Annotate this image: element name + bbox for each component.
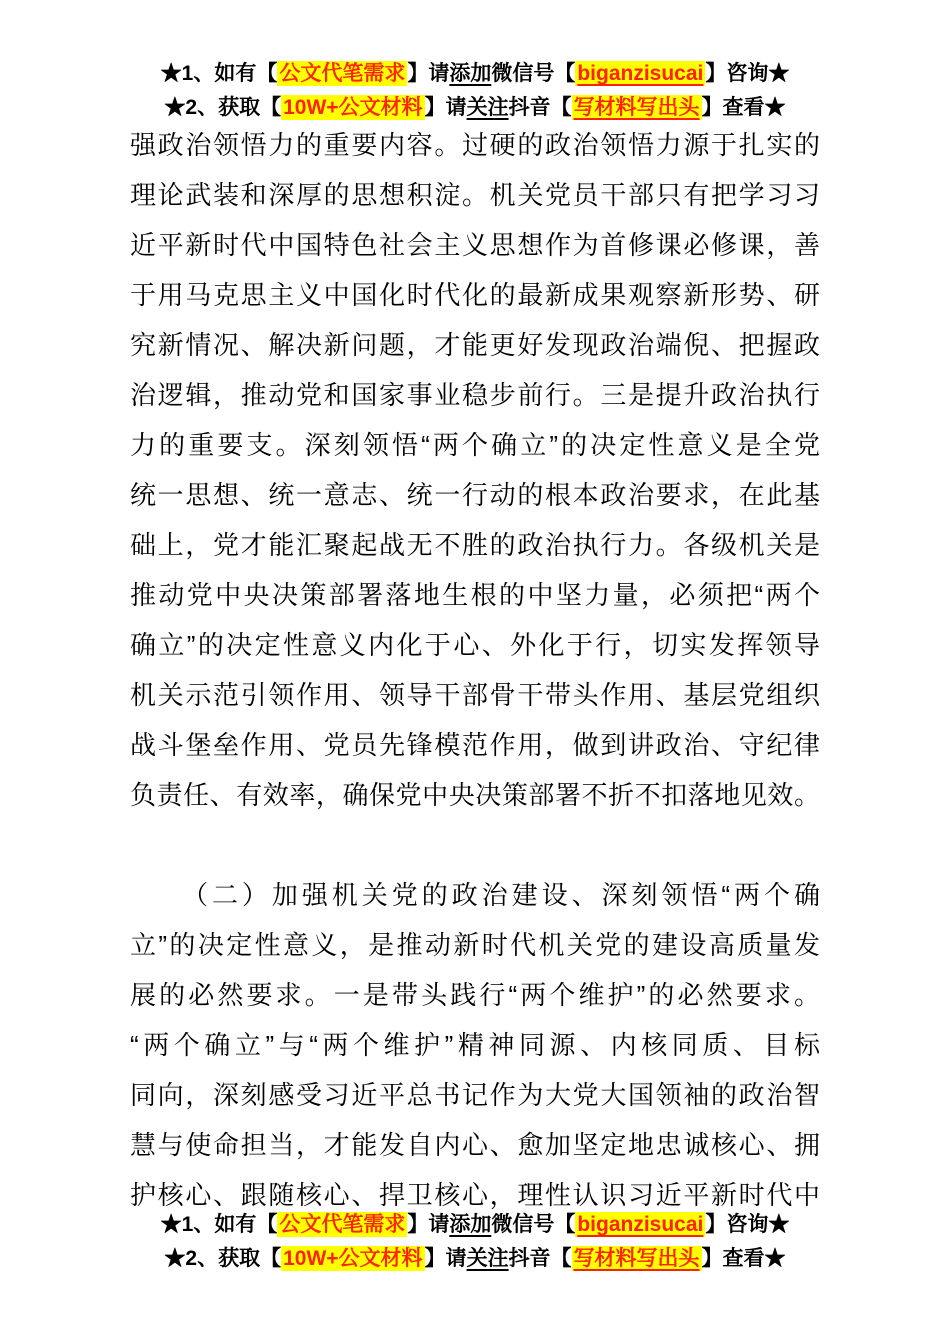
promo-suffix: 】查看★ [701, 1247, 786, 1270]
promo-suffix: 】查看★ [701, 96, 786, 119]
material-name-highlight: 10W+公文材料 [283, 96, 423, 119]
body-line: 立”的决定性意义，是推动新时代机关党的建设高质量发 [130, 930, 820, 960]
service-name-highlight: 公文代笔需求 [279, 62, 406, 85]
wechat-id-highlight: biganzisucai [577, 1213, 704, 1236]
paragraph [130, 870, 820, 1220]
promo-text: 】请 [407, 62, 450, 85]
body-line: 治逻辑，推动党和国家事业稳步前行。三是提升政治执行 [130, 380, 820, 410]
body-line: 础上，党才能汇聚起战无不胜的政治执行力。各级机关是 [130, 530, 820, 560]
promo-text: 】请 [424, 1247, 467, 1270]
body-line: 于用马克思主义中国化时代化的最新成果观察新形势、研 [130, 280, 820, 310]
promo-text: 】请 [424, 96, 467, 119]
body-line: 推动党中央决策部署落地生根的中坚力量，必须把“两个 [130, 580, 820, 610]
document-body [130, 120, 820, 1220]
body-line: 负责任、有效率，确保党中央决策部署不折不扣落地见效。 [130, 780, 820, 810]
promo-suffix: 】咨询★ [705, 1213, 790, 1236]
douyin-name-highlight: 写材料写出头 [573, 96, 700, 119]
promo-line [0, 57, 950, 91]
promo-prefix: ★1、如有【 [160, 62, 278, 85]
body-line: （二）加强机关党的政治建设、深刻领悟“两个确 [182, 880, 820, 910]
body-line: 统一思想、统一意志、统一行动的根本政治要求，在此基 [130, 480, 820, 510]
promo-banner-top [0, 57, 950, 125]
material-name-highlight: 10W+公文材料 [283, 1247, 423, 1270]
body-line: 究新情况、解决新问题，才能更好发现政治端倪、把握政 [130, 330, 820, 360]
body-line: 慧与使命担当，才能发自内心、愈加坚定地忠诚核心、拥 [130, 1130, 820, 1160]
promo-text: 抖音【 [508, 96, 572, 119]
promo-prefix: ★2、获取【 [164, 96, 282, 119]
promo-prefix: ★1、如有【 [160, 1213, 278, 1236]
promo-banner-bottom [0, 1208, 950, 1276]
promo-text: 微信号【 [491, 62, 576, 85]
body-line: 机关示范引领作用、领导干部骨干带头作用、基层党组织 [130, 680, 820, 710]
body-line: 同向，深刻感受习近平总书记作为大党大国领袖的政治智 [130, 1080, 820, 1110]
promo-prefix: ★2、获取【 [164, 1247, 282, 1270]
promo-text: 】请 [407, 1213, 450, 1236]
promo-suffix: 】咨询★ [705, 62, 790, 85]
service-name-highlight: 公文代笔需求 [279, 1213, 406, 1236]
body-line: 力的重要支。深刻领悟“两个确立”的决定性意义是全党 [130, 430, 820, 460]
promo-line [0, 1242, 950, 1276]
douyin-name-highlight: 写材料写出头 [573, 1247, 700, 1270]
paragraph [130, 120, 820, 820]
follow-action-underline: 关注 [466, 96, 509, 119]
add-action-underline: 添加 [449, 62, 492, 85]
body-line: 确立”的决定性意义内化于心、外化于行，切实发挥领导 [130, 630, 820, 660]
body-line: 护核心、跟随核心、捍卫核心，理性认识习近平新时代中 [130, 1180, 820, 1210]
body-line: “两个确立”与“两个维护”精神同源、内核同质、目标 [130, 1030, 820, 1060]
wechat-id-highlight: biganzisucai [577, 62, 704, 85]
body-line: 近平新时代中国特色社会主义思想作为首修课必修课，善 [130, 230, 820, 260]
body-line: 强政治领悟力的重要内容。过硬的政治领悟力源于扎实的 [130, 130, 820, 160]
body-line: 理论武装和深厚的思想积淀。机关党员干部只有把学习习 [130, 180, 820, 210]
follow-action-underline: 关注 [466, 1247, 509, 1270]
promo-text: 抖音【 [508, 1247, 572, 1270]
promo-line [0, 1208, 950, 1242]
body-line: 战斗堡垒作用、党员先锋模范作用，做到讲政治、守纪律 [130, 730, 820, 760]
promo-text: 微信号【 [491, 1213, 576, 1236]
add-action-underline: 添加 [449, 1213, 492, 1236]
body-line: 展的必然要求。一是带头践行“两个维护”的必然要求。 [130, 980, 820, 1010]
